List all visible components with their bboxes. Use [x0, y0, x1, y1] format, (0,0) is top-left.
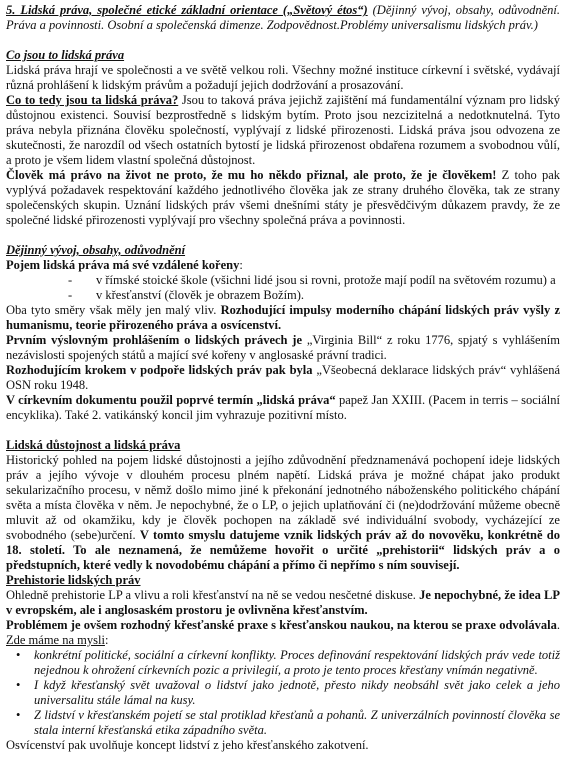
emphasis-bold: Pojem lidská práva má své vzdálené kořeny: [6, 258, 240, 272]
title-subtopics: (Dějinný vývoj, obsahy, odůvodnění. Práva a povinnosti. Osobní a společenská dimenze. Zodpovědnost.Problémy universalismu lidských práv.): [6, 3, 560, 32]
list-item: [6, 648, 560, 678]
heading-text: Prehistorie lidských práv: [6, 573, 141, 587]
paragraph: [6, 588, 560, 618]
paragraph: [6, 93, 560, 168]
dash-marker: -: [68, 288, 73, 302]
list-item: [6, 288, 560, 303]
punctuation: :: [104, 633, 109, 647]
paragraph-text: „Všeobecná deklarace lidských práv“ vyhlášená OSN roku 1948.: [6, 363, 561, 392]
section-heading-what-are-rights: [6, 48, 560, 63]
paragraph: [6, 393, 560, 423]
spacer: [6, 228, 560, 243]
underlined-text: Zde máme na mysli: [6, 633, 105, 647]
paragraph: [6, 453, 560, 573]
paragraph: [6, 363, 560, 393]
paragraph: [6, 303, 560, 333]
emphasis-bold: Rozhodujícím krokem v podpoře lidských práv pak byla: [6, 363, 313, 377]
list-item: [6, 273, 560, 288]
list-item: [6, 678, 560, 708]
document-title: [6, 3, 560, 33]
bullet-marker: •: [16, 708, 21, 722]
emphasis-bold: Člověk má právo na život ne proto, že mu ho někdo přiznal, ale proto, že je člověkem!: [6, 168, 497, 182]
list-item: [6, 708, 560, 738]
list-item-text: v křesťanství (člověk je obrazem Božím).: [96, 288, 305, 302]
paragraph: [6, 258, 560, 273]
paragraph: [6, 333, 560, 363]
emphasis-bold: V tomto smyslu datujeme vznik lidských práv až do novověku, konkrétně do 18. století. To ale neznamená, že nemůžeme hovořit o určité „prehistorii“ lidských práv a o předstupních, které vedly k novodobému chápání a přímo či nepřímo s ním souvisejí.: [6, 528, 561, 572]
heading-text: Dějinný vývoj, obsahy, odůvodnění: [6, 243, 186, 257]
bullet-list: [6, 648, 560, 738]
spacer: [6, 33, 560, 48]
title-bold: 5. Lidská práva, společné etické základní orientace („Světový étos“): [6, 3, 368, 17]
paragraph: Lidská práva hrají ve společnosti a ve světě velkou roli. Všechny možné instituce církevní i světské, vydávají různá prohlášení k lidským právům a požadují jejich dodržování a prosazování.: [6, 63, 560, 92]
paragraph-text: papež Jan XXIII. (Pacem in terris – sociální encyklika). Také 2. vatikánský koncil jim vyhrazuje pozitivní místo.: [6, 393, 560, 422]
paragraph: [6, 168, 560, 228]
bullet-marker: •: [16, 648, 21, 662]
bullet-marker: •: [16, 678, 21, 692]
list-item-text: konkrétní politické, sociální a církevní konflikty. Proces definování respektování lidských práv vede totiž nejednou k ohrožení církevních pozic a privilegií, a proto je tento proces křesťany vnímán negativně.: [34, 648, 560, 677]
paragraph-text: Ohledně prehistorie LP a vlivu a roli křesťanství na ně se vedou nesčetné diskuse.: [6, 588, 420, 602]
punctuation: :: [239, 258, 243, 272]
list-item-text: v římské stoické škole (všichni lidé jsou si rovni, protože mají podíl na světovém rozumu) a: [96, 273, 556, 287]
heading-text: Co jsou to lidská práva: [6, 48, 125, 62]
dash-list: [6, 273, 560, 303]
paragraph-text: Oba tyto směry však měly jen malý vliv.: [6, 303, 221, 317]
list-item-text: Z lidství v křesťanském pojetí se stal protiklad křesťanů a pohanů. Z univerzálních povinností člověka se stala interní křesťanská etika západního světa.: [34, 708, 560, 737]
paragraph: Osvícenství pak uvolňuje koncept lidství z jeho křesťanského zakotvení.: [6, 738, 369, 752]
emphasis-bold: Rozhodující impulsy moderního chápání lidských práv vyšly z humanismu, teorie přirozeného práva a osvícenství.: [6, 303, 561, 332]
list-item-text: I když křesťanský svět uvažoval o lidství jako jednotě, přesto nikdy neobsáhl svět jako celek a jeho universalitu stále lámal na kusy.: [34, 678, 560, 707]
emphasis-bold: V církevním dokumentu použil poprvé termín „lidská práva“: [6, 393, 336, 407]
paragraph-text: Z toho pak vyplývá požadavek respektování každého jednotlivého člověka jak ze strany druhého člověka, tak ze strany společenských skupin. Uznání lidských práv všemi dnešními státy je přesvědčivým důkazem pravdy, že ze společné lidské přirozenosti vyplývají pro všechny společná práva a povinnosti.: [6, 168, 560, 227]
section-heading-history: [6, 243, 560, 258]
dash-marker: -: [68, 273, 73, 287]
heading-text: Lidská důstojnost a lidská práva: [6, 438, 181, 452]
emphasis-bold: Problémem je ovšem rozhodný křesťanské praxe s křesťanskou naukou, na kterou se praxe odvolávala: [6, 618, 557, 632]
paragraph: [6, 618, 560, 648]
section-heading-prehistory: [6, 573, 560, 588]
paragraph-text: Historický pohled na pojem lidské důstojnosti a jejího zdůvodnění předznamenává pochopení ideje lidských práv a jejího vývoje v dlouhém procesu plném napětí. Lidská práva je možné chápat jako produkt sekularizačního procesu, v němž došlo mimo jiné k překonání jednotného náboženského politického chápání světa a místa člověka v něm. Je nepochybné, že o LP, o jejich uplatňování či (ne)dodržování můžeme obecně mluvit až od okamžiku, kdy je člověk pochopen na základě své individuální svobody, vycházející ze svobodného (sebe)určení.: [6, 453, 560, 542]
punctuation: .: [556, 618, 560, 632]
section-heading-dignity: [6, 438, 560, 453]
emphasis-bold: Prvním výslovným prohlášením o lidských právech je: [6, 333, 303, 347]
paragraph-text: Jsou to taková práva jejichž zajištění má fundamentální význam pro lidský důstojnou existenci. Souvisí bezprostředně s lidským bytím. Proto jsou nezcizitelná a nedotknutelná. Tyto práva nebyla přiznána člověku společností, vyplývají z lidské přirozenosti. Lidská práva jsou odvozena ze skutečnosti, že narozdíl od všech ostatních bytostí je lidská přirozenost obdařena rozumem a svobodnou vůlí, a proto je všem lidem vlastní společná důstojnost.: [6, 93, 560, 167]
spacer: [6, 423, 560, 438]
question-bold: Co to tedy jsou ta lidská práva?: [6, 93, 179, 107]
paragraph-text: „Virginia Bill“ z roku 1776, spjatý s vyhlášením nezávislosti spojených států a mající své kořeny v anglosaské právní tradici.: [6, 333, 560, 362]
emphasis-bold: Je nepochybné, že idea LP v evropském, ale i anglosaském prostoru je ovlivněna křesťanstvím.: [6, 588, 561, 617]
